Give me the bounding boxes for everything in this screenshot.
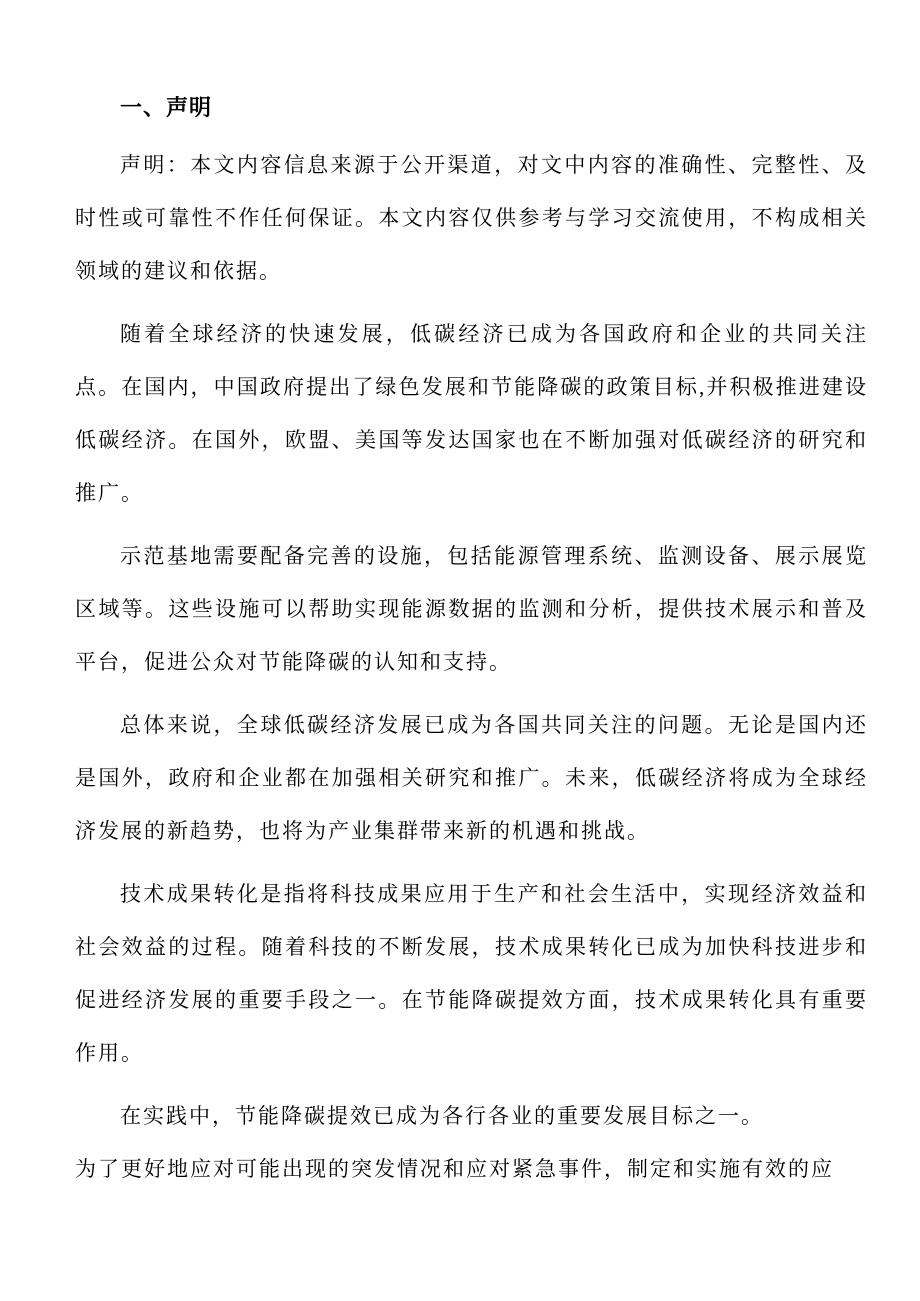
paragraph: 为了更好地应对可能出现的突发情况和应对紧急事件，制定和实施有效的应 [75,1157,834,1181]
paragraph: 技术成果转化是指将科技成果应用于生产和社会生活中，实现经济效益和社会效益的过程。随着科技的不断发展，技术成果转化已成为加快科技进步和促进经济发展的重要手段之一。在节能降碳提效方面，技术成果转化具有重要作用。 [75,882,868,1065]
paragraph: 声明：本文内容信息来源于公开渠道，对文中内容的准确性、完整性、及时性或可靠性不作任何保证。本文内容仅供参考与学习交流使用，不构成相关领域的建议和依据。 [75,153,868,283]
paragraph: 总体来说，全球低碳经济发展已成为各国共同关注的问题。无论是国内还是国外，政府和企业都在加强相关研究和推广。未来，低碳经济将成为全球经济发展的新趋势，也将为产业集群带来新的机遇和挑战。 [75,713,868,843]
paragraph: 在实践中，节能降碳提效已成为各行各业的重要发展目标之一。 [120,1104,764,1128]
paragraph: 示范基地需要配备完善的设施，包括能源管理系统、监测设备、展示展览区域等。这些设施可以帮助实现能源数据的监测和分析，提供技术展示和普及平台，促进公众对节能降碳的认知和支持。 [75,544,868,674]
paragraph: 随着全球经济的快速发展，低碳经济已成为各国政府和企业的共同关注点。在国内，中国政府提出了绿色发展和节能降碳的政策目标,并积极推进建设低碳经济。在国外，欧盟、美国等发达国家也在不断加强对低碳经济的研究和推广。 [75,322,868,505]
section-heading: 一、声明 [120,95,213,120]
paragraph-container [75,139,868,1196]
